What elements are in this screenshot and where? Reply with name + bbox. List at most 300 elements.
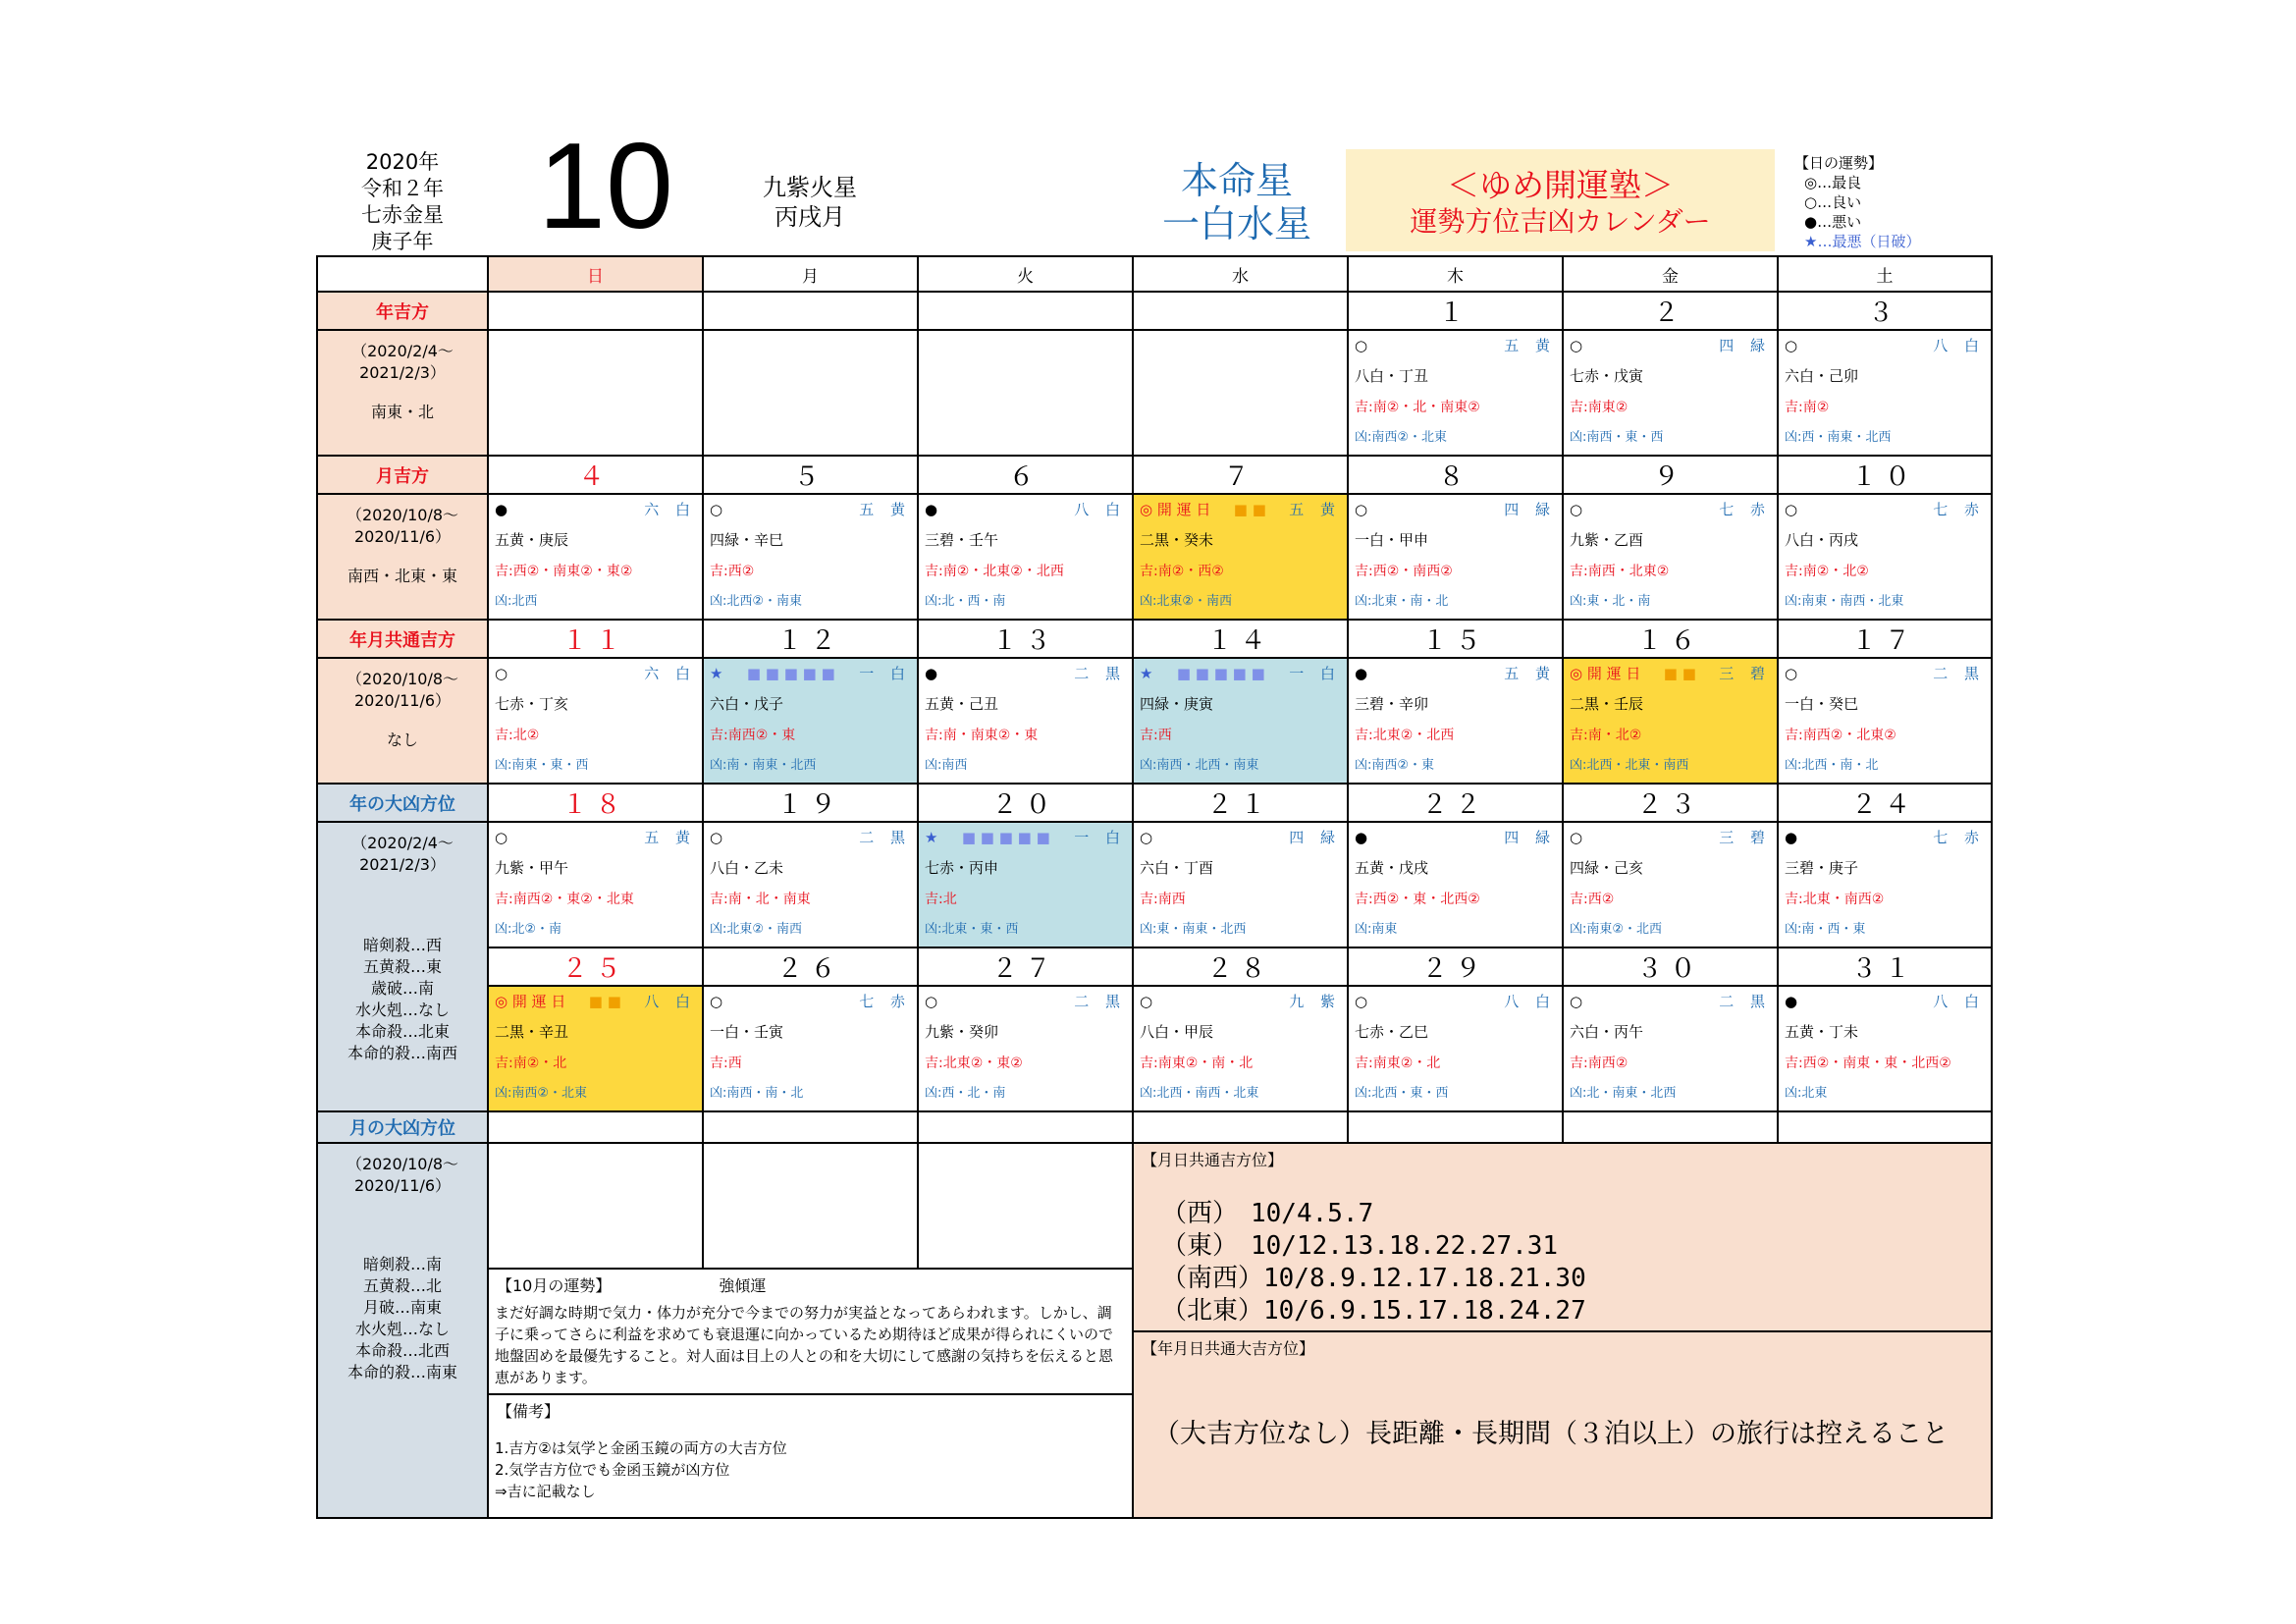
lucky-dirs: 吉:南西②・東 [710,728,796,743]
month-bad-title: 月の大凶方位 [317,1111,488,1143]
lucky-dirs: 吉:北東②・東② [925,1056,1023,1071]
day-star: 四 緑 [1289,829,1341,846]
day-number: ３０ [1563,947,1778,986]
kaiun-squares: ■ ■ [1663,665,1696,682]
day-cell[interactable] [1778,494,1992,620]
day-star: 二 黒 [1933,665,1985,682]
day-number: ２６ [703,947,918,986]
lucky-dirs: 吉:北東②・北西 [1355,728,1455,743]
day-cell[interactable] [1133,986,1348,1111]
unlucky-dirs: 凶:南西 [925,758,968,773]
unlucky-dirs: 凶:南東 [1355,922,1398,937]
lucky-dirs: 吉:西②・南西② [1355,564,1453,579]
day-number [918,292,1133,330]
legend-worst: ★…最悪（日破） [1804,233,1921,250]
unlucky-dirs: 凶:北東 [1785,1086,1828,1101]
common-directions-area [1133,1143,1992,1518]
fortune-mark: ○ [925,993,938,1010]
day-kanshi: 三碧・辛卯 [1355,695,1429,713]
day-kanshi: 五黄・戊戌 [1355,859,1429,877]
unlucky-dirs: 凶:西・北・南 [925,1086,1006,1101]
notes-area [488,1143,1133,1518]
honmei-star: 一白水星 [1161,202,1311,245]
day-cell[interactable] [1563,494,1778,620]
unlucky-dirs: 凶:南西・北西・南東 [1140,758,1259,773]
period-start: （2020/10/8〜 [346,670,459,688]
fortune-mark: ○ [1570,501,1583,518]
day-cell[interactable] [1563,330,1778,456]
legend-best: ◎…最良 [1804,174,1862,191]
worst-squares: ■ ■ ■ ■ ■ [1176,665,1265,682]
day-number [488,292,703,330]
blank-cell [1348,1111,1563,1143]
day-star: 四 緑 [1504,829,1556,846]
day-number [1133,292,1348,330]
day-cell[interactable] [1778,822,1992,947]
unlucky-dirs: 凶:北西・南・北 [1785,758,1879,773]
day-star: 七 赤 [859,993,911,1010]
fortune-mark: ○ [495,829,508,846]
brand-subtitle: 運勢方位吉凶カレンダー [1410,205,1711,238]
day-cell[interactable] [488,986,703,1111]
day-kanshi: 六白・己卯 [1785,367,1859,385]
fortune-mark: ○ [1355,337,1368,354]
lucky-dirs: 吉:西 [710,1056,742,1071]
unlucky-dirs: 凶:北・西・南 [925,594,1006,609]
month-day-common-box [1134,1144,1991,1330]
day-cell[interactable] [1563,822,1778,947]
day-number: ５ [703,456,918,494]
day-star: 一 白 [859,665,911,682]
ymd-common-text: （大吉方位なし）長距離・長期間（３泊以上）の旅行は控えること [1153,1419,1949,1449]
unlucky-dirs: 凶:西・南東・北西 [1785,430,1892,445]
lucky-dirs: 吉:南・南東②・東 [925,728,1039,743]
lucky-dirs: 吉:南②・北・南東② [1355,400,1480,415]
month-day-common-title: 【月日共通吉方位】 [1142,1151,1284,1169]
period-start: （2020/10/8〜 [346,506,459,524]
day-kanshi: 五黄・庚辰 [495,531,569,549]
common-lucky-title: 年月共通吉方 [317,620,488,658]
day-star: 八 白 [1933,337,1985,354]
common-lucky-body [317,658,488,784]
fortune-mark: ● [1355,829,1368,846]
year-month-day-common-box [1134,1330,1991,1515]
day-cell[interactable] [918,822,1133,947]
lucky-dirs: 吉:北 [925,892,957,907]
day-cell[interactable] [1778,658,1992,784]
common-date-row: （西） 10/4.5.7 [1161,1199,1374,1228]
brand-title: ＜ゆめ開運塾＞ [1447,166,1674,204]
fortune-mark: ○ [1140,829,1153,846]
period-end: 2021/2/3） [359,363,446,382]
month-kanshi: 丙戌月 [774,203,845,231]
unlucky-dirs: 凶:南・南東・北西 [710,758,817,773]
unlucky-dirs: 凶:北西 [495,594,538,609]
day-star: 五 黄 [1504,665,1556,682]
day-cell[interactable] [488,658,703,784]
fortune-mark: ○ [495,665,508,682]
unlucky-dirs: 凶:東・南東・北西 [1140,922,1247,937]
period-end: 2020/11/6） [353,691,452,710]
year-star: 七赤金星 [361,203,444,227]
day-number: ３１ [1778,947,1992,986]
day-cell[interactable] [703,822,918,947]
day-number: １２ [703,620,918,658]
day-number: ２９ [1348,947,1563,986]
day-number: １３ [918,620,1133,658]
worst-mark: ★ [925,829,938,846]
fortune-mark: ○ [1785,337,1798,354]
note-line: ⇒吉に記載なし [495,1483,596,1500]
day-kanshi: 六白・丁酉 [1140,859,1214,877]
kaiun-mark: ◎ 開 運 日 [495,993,566,1010]
day-kanshi: 七赤・丙申 [925,859,999,877]
unlucky-dirs: 凶:南東・東・西 [495,758,589,773]
day-cell[interactable] [1348,822,1563,947]
day-kanshi: 九紫・乙酉 [1570,531,1644,549]
unlucky-dirs: 凶:南西②・東 [1355,758,1435,773]
lucky-dirs: 吉:南西② [1570,1056,1629,1071]
day-star: 二 黒 [1074,665,1126,682]
fortune-mark: ● [925,665,938,682]
lucky-dirs: 吉:南西・北東② [1570,564,1670,579]
day-cell[interactable] [918,494,1133,620]
fortune-mark: ○ [1355,993,1368,1010]
day-cell[interactable] [703,658,918,784]
day-number: ２ [1563,292,1778,330]
day-cell [488,330,703,456]
fortune-mark: ● [1355,665,1368,682]
month-lucky-body [317,494,488,620]
day-kanshi: 七赤・丁亥 [495,695,569,713]
day-cell[interactable] [703,494,918,620]
bad-direction-item: 本命的殺…南西 [347,1044,457,1062]
period-start: （2020/2/4〜 [351,342,454,360]
day-cell[interactable] [918,986,1133,1111]
lucky-dirs: 吉:南② [1785,400,1830,415]
weekday-fri: 金 [1563,256,1778,292]
blank-cell [703,1111,918,1143]
lucky-dirs: 吉:南東②・南・北 [1140,1056,1254,1071]
day-cell[interactable] [1563,986,1778,1111]
unlucky-dirs: 凶:北西・南西・北東 [1140,1086,1259,1101]
weekday-thu: 木 [1348,256,1563,292]
unlucky-dirs: 凶:東・北・南 [1570,594,1651,609]
year-bad-body [317,822,488,1111]
day-kanshi: 六白・戊子 [710,695,784,713]
unlucky-dirs: 凶:南東・南西・北東 [1785,594,1904,609]
common-date-row: （北東）10/6.9.15.17.18.24.27 [1161,1296,1586,1326]
unlucky-dirs: 凶:北東②・南西 [1140,594,1233,609]
fortune-mark: ○ [1785,665,1798,682]
month-lucky-title: 月吉方 [317,456,488,494]
bad-direction-item: 暗剣殺…西 [362,936,442,954]
day-cell[interactable] [1133,822,1348,947]
honmei-label: 本命星 [1180,159,1293,202]
day-number: １１ [488,620,703,658]
day-number: １５ [1348,620,1563,658]
weekday-tue: 火 [918,256,1133,292]
lucky-dirs: 吉:南②・北② [1785,564,1869,579]
day-kanshi: 一白・甲申 [1355,531,1429,549]
lucky-dirs: 吉:南・北・南東 [710,892,811,907]
monthly-fortune-text: まだ好調な時期で気力・体力が充分で今までの努力が実益となってあらわれます。しかし、調子に乗ってさらに利益を求めても衰退運に向かっているため期待ほど成果が得られにくいので地盤固めを最優先すること。対人面は目上の人との和を大切にして感謝の気持ちを伝えると恩恵があります。 [495,1304,1114,1386]
month-star-info [726,173,893,232]
day-cell [703,330,918,456]
era-label: 令和２年 [361,177,444,200]
bad-direction-item: 本命殺…北西 [354,1341,450,1360]
day-cell[interactable] [1133,658,1348,784]
fortune-mark: ○ [1570,337,1583,354]
lucky-dirs: 吉:南東②・北 [1355,1056,1441,1071]
monthly-fortune-title: 【10月の運勢】 [497,1276,612,1295]
day-kanshi: 一白・癸巳 [1785,695,1859,713]
day-cell[interactable] [488,494,703,620]
day-star: 五 黄 [644,829,696,846]
worst-mark: ★ [710,665,723,682]
fortune-mark: ○ [1355,501,1368,518]
unlucky-dirs: 凶:北東・東・西 [925,922,1019,937]
day-kanshi: 三碧・壬午 [925,531,999,549]
blank-cell [1133,1111,1348,1143]
day-number: ２７ [918,947,1133,986]
bad-direction-item: 暗剣殺…南 [362,1255,442,1273]
unlucky-dirs: 凶:南西・東・西 [1570,430,1664,445]
bad-direction-item: 水火剋…なし [354,1320,450,1338]
day-star: 一 白 [1289,665,1341,682]
kaiun-mark: ◎ 開 運 日 [1140,501,1211,518]
period-start: （2020/2/4〜 [351,834,454,852]
day-star: 五 黄 [859,501,911,518]
day-cell[interactable] [1348,658,1563,784]
day-kanshi: 九紫・癸卯 [925,1023,999,1041]
unlucky-dirs: 凶:北西・東・西 [1355,1086,1449,1101]
day-kanshi: 四緑・庚寅 [1140,695,1214,713]
blank-cell [488,1111,703,1143]
worst-squares: ■ ■ ■ ■ ■ [961,829,1050,846]
common-date-row: （南西）10/8.9.12.17.18.21.30 [1161,1264,1586,1293]
day-kanshi: 三碧・庚子 [1785,859,1859,877]
day-kanshi: 二黒・壬辰 [1570,695,1644,713]
day-kanshi: 六白・丙午 [1570,1023,1644,1041]
bad-direction-item: 本命的殺…南東 [347,1363,457,1381]
day-number: １７ [1778,620,1992,658]
lucky-directions: 南西・北東・東 [347,567,457,585]
lucky-dirs: 吉:西② [1570,892,1615,907]
fortune-mark: ● [1785,993,1798,1010]
day-number: ２０ [918,784,1133,822]
day-kanshi: 八白・甲辰 [1140,1023,1214,1041]
brand-banner [1346,149,1775,251]
fortune-mark: ○ [1785,501,1798,518]
lucky-dirs: 吉:南西②・東②・北東 [495,892,634,907]
calendar-grid [316,255,1993,1519]
year-label: 2020年 [365,150,440,174]
month-bad-body [317,1143,488,1518]
year-lucky-body [317,330,488,456]
fortune-mark: ○ [1570,993,1583,1010]
day-number: ８ [1348,456,1563,494]
day-kanshi: 八白・丁丑 [1355,367,1429,385]
day-star: 二 黒 [859,829,911,846]
day-cell[interactable] [1778,330,1992,456]
day-number [703,292,918,330]
day-kanshi: 五黄・己丑 [925,695,999,713]
bad-direction-item: 歳破…南 [370,979,434,998]
notes-title: 【備考】 [497,1402,561,1421]
day-star: 六 白 [644,501,696,518]
period-end: 2021/2/3） [359,855,446,874]
day-star: 二 黒 [1074,993,1126,1010]
blank-cell [1563,1111,1778,1143]
fortune-mark: ● [1785,829,1798,846]
day-kanshi: 五黄・丁未 [1785,1023,1859,1041]
period-end: 2020/11/6） [353,1176,452,1195]
lucky-directions: なし [386,731,418,749]
fortune-legend [1794,153,1920,251]
honmei-star-block [1129,159,1345,245]
day-star: 五 黄 [1289,501,1341,518]
day-cell [1133,330,1348,456]
day-star: 三 碧 [1719,829,1771,846]
unlucky-dirs: 凶:南西②・北東 [495,1086,588,1101]
day-cell[interactable] [1348,986,1563,1111]
day-cell[interactable] [1778,986,1992,1111]
day-kanshi: 七赤・戊寅 [1570,367,1644,385]
day-number: ３ [1778,292,1992,330]
day-star: 一 白 [1074,829,1126,846]
day-kanshi: 一白・壬寅 [710,1023,784,1041]
year-info [334,149,471,255]
blank-cell [918,1111,1133,1143]
lucky-dirs: 吉:北② [495,728,540,743]
day-cell[interactable] [1348,494,1563,620]
month-number: 10 [538,119,673,254]
year-lucky-title: 年吉方 [317,292,488,330]
ymd-common-title: 【年月日共通大吉方位】 [1142,1339,1315,1358]
year-kanshi: 庚子年 [371,230,434,253]
day-number: ２４ [1778,784,1992,822]
lucky-dirs: 吉:北東・南西② [1785,892,1885,907]
monthly-fortune-box [489,1268,1132,1393]
common-date-row: （東） 10/12.13.18.22.27.31 [1161,1231,1559,1261]
day-cell[interactable] [488,822,703,947]
day-star: 七 赤 [1933,501,1985,518]
day-number: ９ [1563,456,1778,494]
lucky-dirs: 吉:南②・北東②・北西 [925,564,1064,579]
fortune-mark: ○ [710,501,723,518]
day-number: ２１ [1133,784,1348,822]
lucky-dirs: 吉:南西 [1140,892,1186,907]
day-kanshi: 八白・乙未 [710,859,784,877]
legend-bad: ●…悪い [1804,213,1862,231]
day-kanshi: 九紫・甲午 [495,859,569,877]
fortune-mark: ● [495,501,508,518]
day-cell[interactable] [1348,330,1563,456]
day-number: ７ [1133,456,1348,494]
lucky-directions: 南東・北 [370,403,434,421]
unlucky-dirs: 凶:南東②・北西 [1570,922,1663,937]
bad-direction-item: 月破…南東 [362,1298,442,1317]
day-kanshi: 二黒・癸未 [1140,531,1214,549]
bad-direction-item: 五黄殺…北 [362,1276,442,1295]
legend-good: ○…良い [1804,193,1862,211]
day-star: 八 白 [644,993,696,1010]
unlucky-dirs: 凶:南西②・北東 [1355,430,1448,445]
lucky-dirs: 吉:西②・南東②・東② [495,564,633,579]
day-number: ６ [918,456,1133,494]
day-cell[interactable] [1133,494,1348,620]
unlucky-dirs: 凶:南・西・東 [1785,922,1866,937]
day-kanshi: 四緑・己亥 [1570,859,1644,877]
unlucky-dirs: 凶:北西・北東・南西 [1570,758,1689,773]
lucky-dirs: 吉:西 [1140,728,1172,743]
legend-title: 【日の運勢】 [1794,154,1884,172]
unlucky-dirs: 凶:南西・南・北 [710,1086,804,1101]
unlucky-dirs: 凶:北東②・南西 [710,922,803,937]
day-cell[interactable] [1563,658,1778,784]
day-star: 八 白 [1074,501,1126,518]
day-star: 七 赤 [1933,829,1985,846]
monthly-fortune-theme: 強傾運 [719,1276,767,1295]
weekday-sun: 日 [488,256,703,292]
day-number: ２８ [1133,947,1348,986]
blank-cell [1778,1111,1992,1143]
day-star: 四 緑 [1504,501,1556,518]
day-star: 五 黄 [1504,337,1556,354]
day-star: 八 白 [1933,993,1985,1010]
day-number: １６ [1563,620,1778,658]
period-start: （2020/10/8〜 [346,1155,459,1173]
fortune-mark: ○ [1140,993,1153,1010]
lucky-dirs: 吉:南・北② [1570,728,1642,743]
day-star: 三 碧 [1719,665,1771,682]
corner-cell [317,256,488,292]
year-bad-title: 年の大凶方位 [317,784,488,822]
lucky-dirs: 吉:南②・北 [495,1056,567,1071]
day-number: １８ [488,784,703,822]
note-line: 1.吉方②は気学と金函玉鏡の両方の大吉方位 [495,1439,787,1457]
day-star: 六 白 [644,665,696,682]
lucky-dirs: 吉:西②・東・北西② [1355,892,1480,907]
day-kanshi: 七赤・乙巳 [1355,1023,1429,1041]
bad-direction-item: 水火剋…なし [354,1001,450,1019]
day-cell [918,330,1133,456]
lucky-dirs: 吉:南西②・北東② [1785,728,1896,743]
kaiun-squares: ■ ■ [1233,501,1266,518]
bad-direction-item: 本命殺…北東 [354,1022,450,1041]
unlucky-dirs: 凶:北・南東・北西 [1570,1086,1677,1101]
day-star: 八 白 [1504,993,1556,1010]
fortune-mark: ○ [710,993,723,1010]
day-number: ４ [488,456,703,494]
weekday-mon: 月 [703,256,918,292]
day-number: １４ [1133,620,1348,658]
worst-squares: ■ ■ ■ ■ ■ [746,665,835,682]
day-star: 七 赤 [1719,501,1771,518]
worst-mark: ★ [1140,665,1153,682]
day-cell[interactable] [918,658,1133,784]
day-number: ２５ [488,947,703,986]
day-cell[interactable] [703,986,918,1111]
fortune-mark: ○ [1570,829,1583,846]
unlucky-dirs: 凶:北東・南・北 [1355,594,1449,609]
day-kanshi: 四緑・辛巳 [710,531,784,549]
day-number: ２２ [1348,784,1563,822]
fortune-mark: ● [925,501,938,518]
fortune-mark: ○ [710,829,723,846]
day-kanshi: 二黒・辛丑 [495,1023,569,1041]
